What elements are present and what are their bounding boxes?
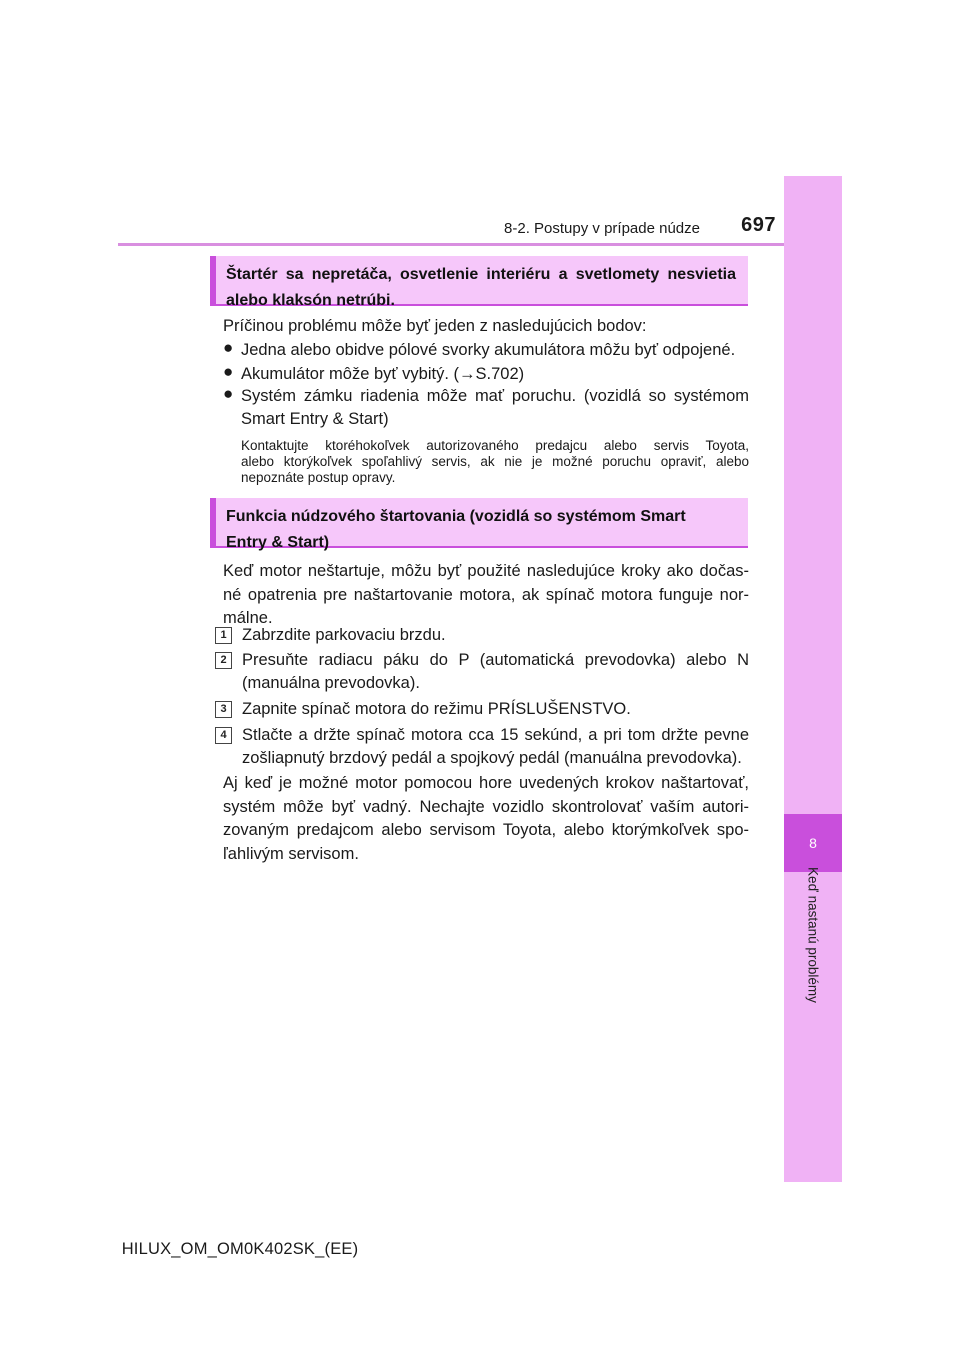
step-text: Zapnite spínač motora do režimu PRÍSLUŠENSTVO. bbox=[242, 700, 631, 718]
section-heading-line: Funkcia núdzového štartovania (vozidlá so systémom Smart bbox=[226, 508, 686, 525]
bullet-text-line: Systém zámku riadenia môže mať poruchu. (vozidlá so systémom bbox=[241, 387, 749, 405]
step-number-badge: 4 bbox=[215, 727, 232, 744]
section2-outro bbox=[223, 772, 749, 866]
note-line: alebo ktorýkoľvek spoľahlivý servis, ak nie je možné poruchu opraviť, alebo bbox=[241, 454, 749, 469]
bullet-marker: ● bbox=[223, 384, 234, 403]
step-text bbox=[242, 724, 749, 770]
step-number-badge: 3 bbox=[215, 701, 232, 718]
note-line: nepoznáte postup opravy. bbox=[241, 470, 396, 485]
step-text-line: Presuňte radiacu páku do P (automatická prevodovka) alebo N bbox=[242, 651, 749, 669]
step-text-line: zošliapnutý brzdový pedál a spojkový pedál (manuálna prevodovka). bbox=[242, 749, 742, 767]
step-text-line: (manuálna prevodovka). bbox=[242, 674, 420, 692]
bullet-text-line: Smart Entry & Start) bbox=[241, 410, 389, 428]
bullet-marker: ● bbox=[223, 362, 234, 381]
section2-intro bbox=[223, 560, 749, 631]
step-text bbox=[242, 649, 749, 695]
chapter-number-badge: 8 bbox=[784, 814, 842, 872]
step-text-line: Stlačte a držte spínač motora cca 15 sekúnd, a pri tom držte pevne bbox=[242, 726, 749, 744]
bullet-text: Jedna alebo obidve pólové svorky akumulátora môžu byť odpojené. bbox=[241, 341, 736, 359]
bullet-text bbox=[241, 385, 749, 431]
section-heading-line: alebo klaksón netrúbi. bbox=[226, 292, 395, 309]
running-header-section: 8-2. Postupy v prípade núdze bbox=[504, 220, 700, 237]
section1-intro: Príčinou problému môže byť jeden z nasledujúcich bodov: bbox=[223, 317, 647, 335]
section-heading-line: Štartér sa nepretáča, osvetlenie interiéru a svetlomety nesvietia bbox=[226, 266, 736, 283]
document-code: HILUX_OM_OM0K402SK_(EE) bbox=[121, 1240, 359, 1258]
bullet-marker: ● bbox=[223, 338, 234, 357]
note-line: Kontaktujte ktoréhokoľvek autorizovaného predajcu alebo servis Toyota, bbox=[241, 438, 749, 453]
section-heading-starter bbox=[210, 256, 748, 309]
outro-line: ľahlivým servisom. bbox=[223, 844, 359, 863]
step-text: Zabrzdite parkovaciu brzdu. bbox=[242, 626, 446, 644]
outro-line: zovaným predajcom alebo servisom Toyota, alebo ktorýmkoľvek spo- bbox=[223, 821, 749, 839]
section-heading-line: Entry & Start) bbox=[226, 534, 330, 551]
step-number-badge: 2 bbox=[215, 652, 232, 669]
chapter-side-tab bbox=[784, 176, 842, 1182]
header-rule bbox=[118, 243, 786, 246]
intro-line: málne. bbox=[223, 609, 273, 627]
page-number: 697 bbox=[741, 214, 776, 236]
bullet-text: Akumulátor môže byť vybitý. (→S.702) bbox=[241, 365, 525, 383]
chapter-label: Keď nastanú problémy bbox=[805, 867, 821, 1003]
intro-line: né opatrenia pre naštartovanie motora, ak spínač motora funguje nor- bbox=[223, 585, 749, 604]
step-number-badge: 1 bbox=[215, 627, 232, 644]
section1-note bbox=[241, 438, 749, 486]
outro-line: Aj keď je možné motor pomocou hore uvedených krokov naštartovať, bbox=[223, 774, 749, 792]
intro-line: Keď motor neštartuje, môžu byť použité nasledujúce kroky ako dočas- bbox=[223, 562, 749, 580]
outro-line: systém môže byť vadný. Nechajte vozidlo skontrolovať vaším autori- bbox=[223, 797, 749, 816]
section-heading-emergency-start bbox=[210, 498, 748, 551]
